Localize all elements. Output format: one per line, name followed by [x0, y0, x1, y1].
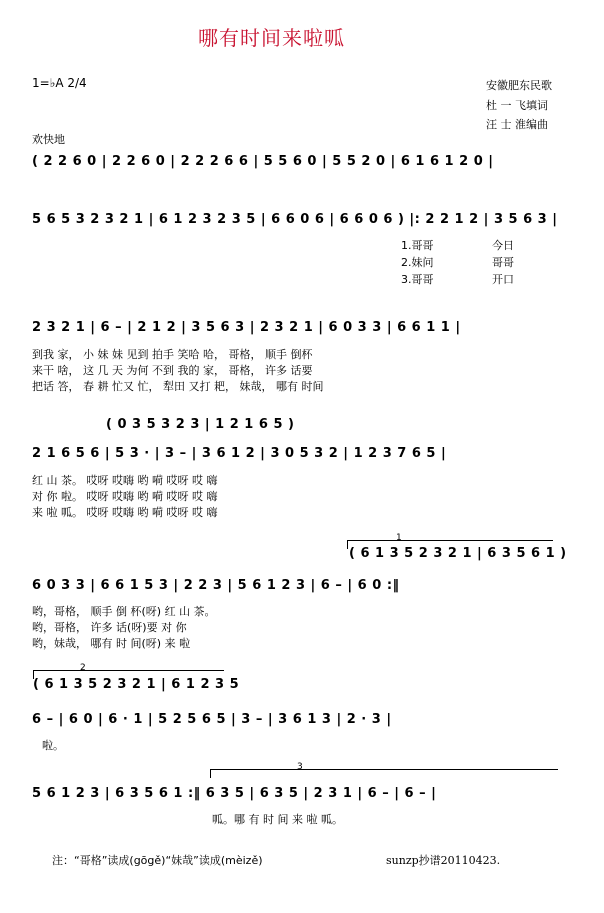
- music-row-4: 2 1 6 5 6 | 5 3 · | 3 – | 3 6 1 2 | 3 0 5 3 2 | 1 2 3 7 6 5 |: [32, 446, 447, 461]
- verse-intro-1-end: 今日: [492, 239, 514, 252]
- lyric-row-3-verse-3: 把话 答， 春 耕 忙又 忙， 犁田 又打 耙， 妹哉， 哪有 时间: [32, 380, 324, 393]
- key-signature: 1=♭A 2/4: [32, 76, 87, 90]
- tempo-marking: 欢快地: [32, 133, 65, 146]
- lyric-row-4-verse-3: 来 啦 呱。 哎呀 哎嗨 哟 嗬 哎呀 哎 嗨: [32, 506, 218, 519]
- volta-3-label: 3: [297, 762, 303, 772]
- verse-intro-3: 3.哥哥: [401, 273, 434, 286]
- lyric-row-3-verse-1: 到我 家， 小 妹 妹 见到 拍手 笑哈 哈， 哥格， 顺手 倒杯: [32, 348, 313, 361]
- credit-arranger: 汪 士 淮编曲: [486, 118, 548, 131]
- lyric-row-5-verse-3: 哟，妹哉， 哪有 时 间(呀) 来 啦: [32, 637, 191, 650]
- interlude-row-4: ( 0 3 5 3 2 3 | 1 2 1 6 5 ): [106, 417, 295, 432]
- transcriber-signature: sunzp抄谱20110423.: [386, 854, 501, 867]
- volta-1-label: 1: [396, 533, 402, 543]
- lyric-row-5-verse-2: 哟，哥格， 许多 话(呀)要 对 你: [32, 621, 187, 634]
- volta-2-label: 2: [80, 663, 86, 673]
- music-row-7: 5 6 1 2 3 | 6 3 5 6 1 :‖ 6 3 5 | 6 3 5 | 2 3 1 | 6 – | 6 – |: [32, 786, 437, 801]
- music-row-2: 5 6 5 3 2 3 2 1 | 6 1 2 3 2 3 5 | 6 6 0 6 | 6 6 0 6 ) |: 2 2 1 2 | 3 5 6 3 |: [32, 212, 558, 227]
- credit-origin: 安徽肥东民歌: [486, 79, 552, 92]
- verse-intro-1: 1.哥哥: [401, 239, 434, 252]
- music-row-5: 6 0 3 3 | 6 6 1 5 3 | 2 2 3 | 5 6 1 2 3 | 6 – | 6 0 :‖: [32, 578, 400, 593]
- music-row-3: 2 3 2 1 | 6 – | 2 1 2 | 3 5 6 3 | 2 3 2 1 | 6 0 3 3 | 6 6 1 1 |: [32, 320, 461, 335]
- lyric-row-5-verse-1: 哟，哥格， 顺手 倒 杯(呀) 红 山 茶。: [32, 605, 216, 618]
- music-row-6: 6 – | 6 0 | 6 · 1 | 5 2 5 6 5 | 3 – | 3 6 1 3 | 2 · 3 |: [32, 712, 392, 727]
- lyric-row-6: 啦。: [42, 739, 64, 752]
- page-title: 哪有时间来啦呱: [198, 26, 345, 50]
- footnote: 注：“哥格”读成(gōgě)“妹哉”读成(mèizě): [52, 854, 263, 867]
- verse-intro-3-end: 开口: [492, 273, 514, 286]
- music-row-1: ( 2 2 6 0 | 2 2 6 0 | 2 2 2 6 6 | 5 5 6 0 | 5 5 2 0 | 6 1 6 1 2 0 |: [32, 154, 494, 169]
- lyric-row-4-verse-2: 对 你 啦。 哎呀 哎嗨 哟 嗬 哎呀 哎 嗨: [32, 490, 218, 503]
- lyric-row-4-verse-1: 红 山 茶。 哎呀 哎嗨 哟 嗬 哎呀 哎 嗨: [32, 474, 218, 487]
- verse-intro-2: 2.妹问: [401, 256, 434, 269]
- lyric-row-7: 呱。哪 有 时 间 来 啦 呱。: [212, 813, 343, 826]
- volta-3-bracket: [210, 769, 558, 778]
- ending-1-music: ( 6 1 3 5 2 3 2 1 | 6 3 5 6 1 ): [349, 546, 567, 561]
- ending-2-music: ( 6 1 3 5 2 3 2 1 | 6 1 2 3 5: [33, 677, 240, 692]
- lyric-row-3-verse-2: 来干 啥， 这 几 天 为何 不到 我的 家， 哥格， 许多 话要: [32, 364, 313, 377]
- verse-intro-2-end: 哥哥: [492, 256, 514, 269]
- credit-lyricist: 杜 一 飞填词: [486, 99, 548, 112]
